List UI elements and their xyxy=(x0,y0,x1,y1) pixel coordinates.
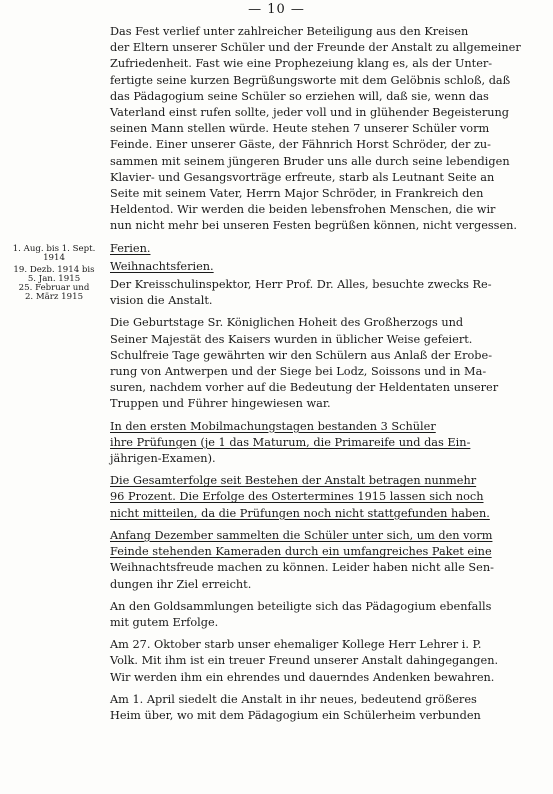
paragraph xyxy=(110,24,527,235)
text-line: Vaterland einst rufen sollte, jeder voll und in glühender Begeisterung xyxy=(110,106,510,120)
text-line: Seite mit seinem Vater, Herrn Major Schröder, in Frankreich den xyxy=(110,187,484,201)
text-line: Der Kreisschulinspektor, Herr Prof. Dr. Alles, besuchte zwecks Re- xyxy=(110,278,492,292)
text-line: das Pädagogium seine Schüler so erziehen will, daß sie, wenn das xyxy=(110,89,489,103)
text-line: Heim über, wo mit dem Pädagogium ein Schülerheim verbunden xyxy=(110,708,481,722)
paragraph xyxy=(110,473,527,522)
paragraph xyxy=(110,315,527,412)
margin-note-line: 25. Februar und xyxy=(18,283,90,293)
text-line: Zufriedenheit. Fast wie eine Prophezeiung klang es, als der Unter- xyxy=(110,57,493,71)
text-line: Truppen und Führer hingewiesen war. xyxy=(110,397,331,411)
text-line: Feinde. Einer unserer Gäste, der Fähnrich Horst Schröder, der zu- xyxy=(110,138,491,152)
margin-note-line: 1914 xyxy=(43,253,65,263)
margin-note-line: 2. März 1915 xyxy=(24,292,84,302)
text-line: Am 27. Oktober starb unser ehemaliger Kollege Herr Lehrer i. P. xyxy=(110,638,482,652)
text-line: vision die Anstalt. xyxy=(110,294,213,308)
text-line: Das Fest verlief unter zahlreicher Beteiligung aus den Kreisen xyxy=(110,25,469,38)
text-line: Ferien. xyxy=(110,241,151,255)
margin-note-line: 1. Aug. bis 1. Sept. xyxy=(12,244,96,254)
paragraph xyxy=(110,637,527,686)
body-text xyxy=(110,24,527,730)
section-heading xyxy=(110,241,527,257)
text-line: Weihnachtsferien. xyxy=(110,259,214,273)
text-line: Heldentod. Wir werden die beiden lebensfrohen Menschen, die wir xyxy=(110,203,496,217)
text-line: Wir werden ihm ein ehrendes und dauerndes Andenken bewahren. xyxy=(110,670,495,684)
text-line: Seiner Majestät des Kaisers wurden in üblicher Weise gefeiert. xyxy=(110,332,473,346)
text-line: Volk. Mit ihm ist ein treuer Freund unserer Anstalt dahingegangen. xyxy=(110,654,499,668)
paragraph xyxy=(110,419,527,468)
paragraph xyxy=(110,599,527,631)
text-line: Die Geburtstage Sr. Königlichen Hoheit des Großherzogs und xyxy=(110,316,464,330)
margin-note-line: 19. Dezb. 1914 bis xyxy=(13,265,95,275)
text-line: ihre Prüfungen (je 1 das Maturum, die Primareife und das Ein- xyxy=(110,435,471,449)
paragraph xyxy=(110,528,527,593)
section-heading xyxy=(110,259,527,275)
text-line: rung von Antwerpen und der Siege bei Lodz, Soissons und in Ma- xyxy=(110,365,487,379)
paragraph xyxy=(110,277,527,309)
margin-note-summer-holidays xyxy=(2,245,106,263)
text-line: An den Goldsammlungen beteiligte sich das Pädagogium ebenfalls xyxy=(110,599,492,613)
text-line: 96 Prozent. Die Erfolge des Ostertermines 1915 lassen sich noch xyxy=(110,490,484,504)
text-line: nicht mitteilen, da die Prüfungen noch nicht stattgefunden haben. xyxy=(110,506,490,520)
text-line: mit gutem Erfolge. xyxy=(110,615,219,629)
text-line: dungen ihr Ziel erreicht. xyxy=(110,577,252,591)
text-line: sammen mit seinem jüngeren Bruder uns alle durch seine lebendigen xyxy=(110,154,510,168)
text-line: Feinde stehenden Kameraden durch ein umfangreiches Paket eine xyxy=(110,545,492,559)
text-line: In den ersten Mobilmachungstagen bestanden 3 Schüler xyxy=(110,419,436,433)
text-line: Schulfreie Tage gewährten wir den Schülern aus Anlaß der Erobe- xyxy=(110,348,493,362)
text-line: der Eltern unserer Schüler und der Freunde der Anstalt zu allgemeiner xyxy=(110,41,521,55)
text-line: fertigte seine kurzen Begrüßungsworte mit dem Gelöbnis schloß, daß xyxy=(110,73,511,87)
text-line: Anfang Dezember sammelten die Schüler unter sich, um den vorm xyxy=(110,528,493,542)
text-line: Die Gesamterfolge seit Bestehen der Anstalt betragen nunmehr xyxy=(110,474,477,488)
text-line: nun nicht mehr bei unseren Festen begrüßen können, nicht vergessen. xyxy=(110,219,518,233)
text-line: Klavier- und Gesangsvorträge erfreute, starb als Leutnant Seite an xyxy=(110,170,495,184)
text-line: jährigen-Examen). xyxy=(110,452,216,466)
margin-note-christmas-holidays xyxy=(2,266,106,302)
text-line: Weihnachtsfreude machen zu können. Leider haben nicht alle Sen- xyxy=(110,561,494,575)
paragraph xyxy=(110,692,527,724)
text-line: suren, nachdem vorher auf die Bedeutung der Heldentaten unserer xyxy=(110,381,499,395)
text-line: seinen Mann stellen würde. Heute stehen 7 unserer Schüler vorm xyxy=(110,122,490,136)
page-number: — 10 — xyxy=(248,2,305,17)
margin-note-line: 5. Jan. 1915 xyxy=(27,274,81,284)
text-line: Am 1. April siedelt die Anstalt in ihr neues, bedeutend größeres xyxy=(110,692,477,706)
